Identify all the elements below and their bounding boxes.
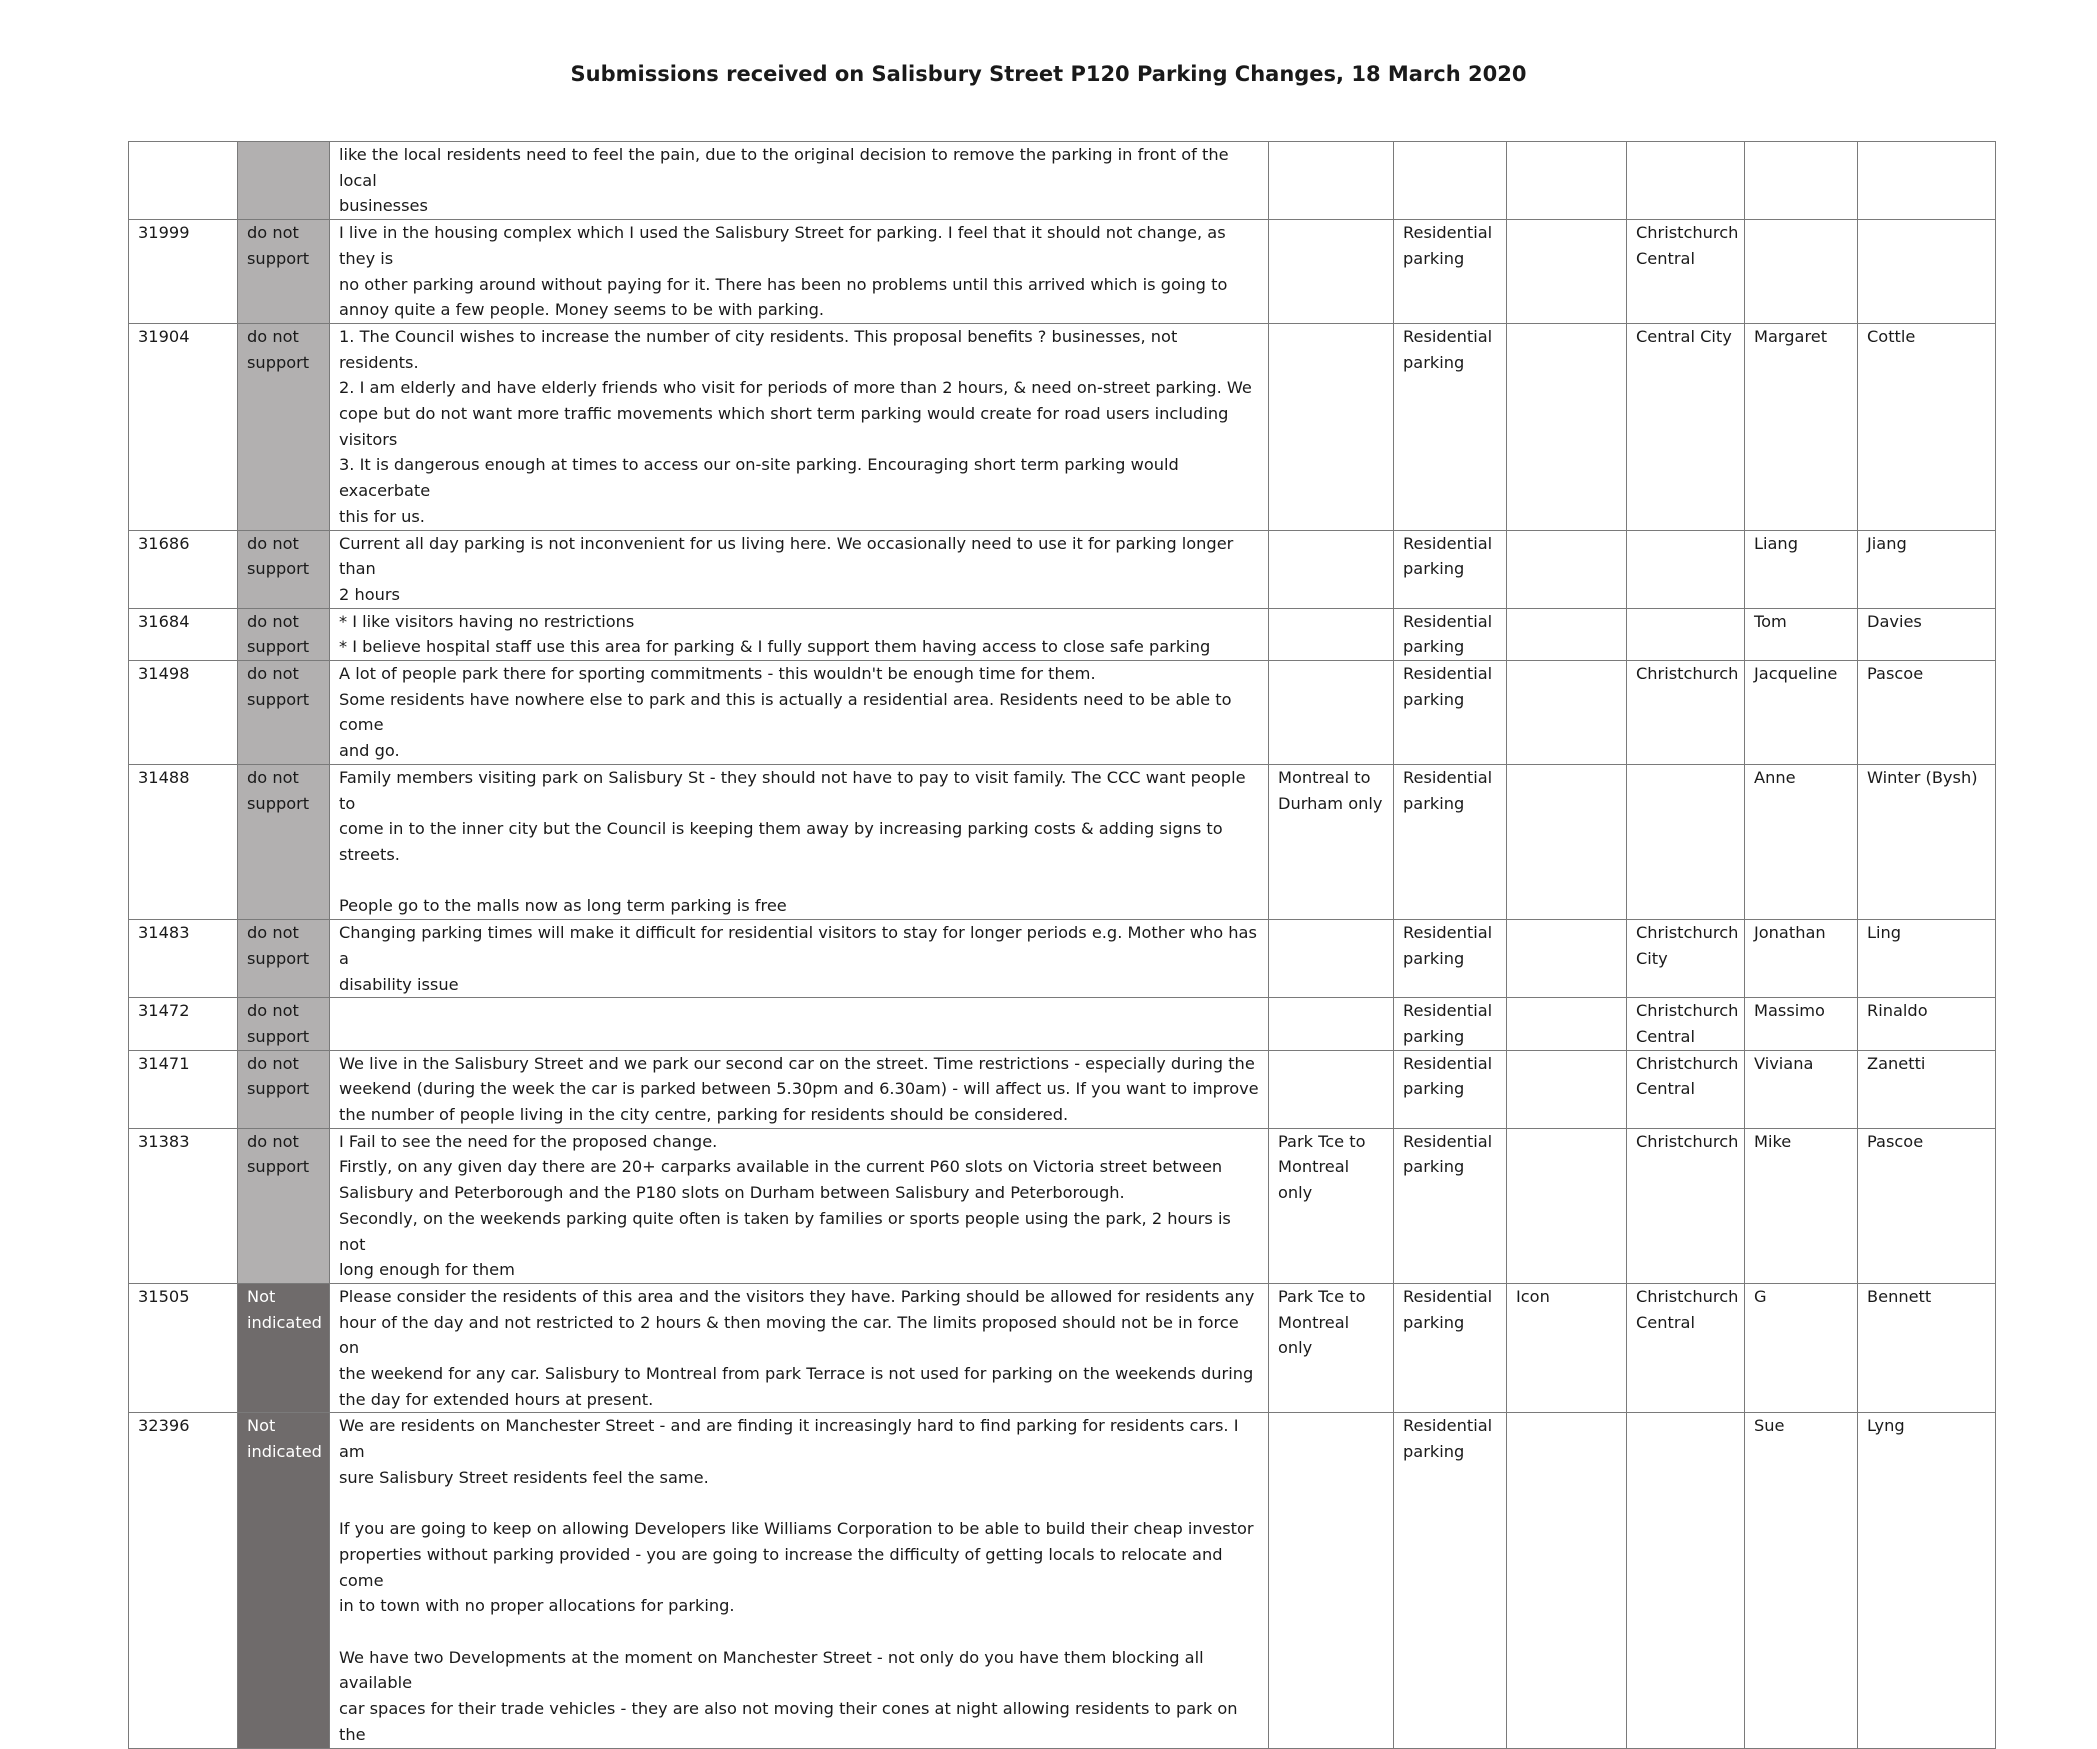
support-cell: Not indicated <box>238 1283 330 1413</box>
suburb-cell: Christchurch Central <box>1627 220 1745 324</box>
submission-id-cell: 31684 <box>129 608 238 660</box>
suburb-cell: Central City <box>1627 323 1745 530</box>
comment-cell: We are residents on Manchester Street - and are finding it increasingly hard to find parking for residents cars. I am sure Salisbury Street residents feel the same. If you are going to keep on allowing Developers like Williams Corporation to be able to build their cheap investor properties without parking provided - you are going to increase the difficulty of getting locals to relocate and come in to town with no proper allocations for parking. We have two Developments at the moment on Manchester Street - not only do you have them blocking all available car spaces for their trade vehicles - they are also not moving their cones at night allowing residents to park on the <box>330 1413 1269 1748</box>
street-section-cell <box>1269 530 1394 608</box>
suburb-cell <box>1627 608 1745 660</box>
street-section-cell <box>1269 998 1394 1050</box>
comment-cell: I live in the housing complex which I used the Salisbury Street for parking. I feel that it should not change, as they is no other parking around without paying for it. There has been no problems until this arrived which is going to annoy quite a few people. Money seems to be with parking. <box>330 220 1269 324</box>
organisation-cell <box>1507 142 1627 220</box>
street-section-cell: Park Tce to Montreal only <box>1269 1283 1394 1413</box>
suburb-cell: Christchurch Central <box>1627 1283 1745 1413</box>
submitter-type-cell: Residential parking <box>1394 1413 1507 1748</box>
support-cell: Not indicated <box>238 1413 330 1748</box>
submission-id-cell: 31483 <box>129 920 238 998</box>
organisation-cell <box>1507 1413 1627 1748</box>
table-row <box>129 998 1996 1050</box>
submission-id-cell: 31686 <box>129 530 238 608</box>
street-section-cell: Montreal to Durham only <box>1269 764 1394 919</box>
last-name-cell <box>1858 142 1996 220</box>
street-section-cell <box>1269 142 1394 220</box>
first-name-cell: Viviana <box>1745 1050 1858 1128</box>
submissions-table-body <box>129 142 1996 1749</box>
submission-id-cell: 31498 <box>129 661 238 765</box>
comment-cell: Changing parking times will make it difficult for residential visitors to stay for longer periods e.g. Mother who has a disability issue <box>330 920 1269 998</box>
submitter-type-cell: Residential parking <box>1394 323 1507 530</box>
last-name-cell: Winter (Bysh) <box>1858 764 1996 919</box>
submission-id-cell: 31472 <box>129 998 238 1050</box>
page-title: Submissions received on Salisbury Street P120 Parking Changes, 18 March 2020 <box>570 62 1527 86</box>
street-section-cell <box>1269 1050 1394 1128</box>
first-name-cell: Anne <box>1745 764 1858 919</box>
comment-cell: 1. The Council wishes to increase the number of city residents. This proposal benefits ? businesses, not residents. 2. I am elderly and have elderly friends who visit for periods of more than 2 hours, & need on-street parking. We cope but do not want more traffic movements which short term parking would create for road users including visitors 3. It is dangerous enough at times to access our on-site parking. Encouraging short term parking would exacerbate this for us. <box>330 323 1269 530</box>
table-row <box>129 530 1996 608</box>
support-cell: do not support <box>238 920 330 998</box>
table-row <box>129 1128 1996 1283</box>
submission-id-cell: 31505 <box>129 1283 238 1413</box>
table-row <box>129 323 1996 530</box>
suburb-cell <box>1627 530 1745 608</box>
first-name-cell: G <box>1745 1283 1858 1413</box>
organisation-cell <box>1507 323 1627 530</box>
support-cell: do not support <box>238 998 330 1050</box>
comment-cell: I Fail to see the need for the proposed change. Firstly, on any given day there are 20+ carparks available in the current P60 slots on Victoria street between Salisbury and Peterborough and the P180 slots on Durham between Salisbury and Peterborough. Secondly, on the weekends parking quite often is taken by families or sports people using the park, 2 hours is not long enough for them <box>330 1128 1269 1283</box>
support-cell: do not support <box>238 220 330 324</box>
street-section-cell <box>1269 1413 1394 1748</box>
organisation-cell <box>1507 530 1627 608</box>
comment-cell: Please consider the residents of this area and the visitors they have. Parking should be allowed for residents any hour of the day and not restricted to 2 hours & then moving the car. The limits proposed should not be in force on the weekend for any car. Salisbury to Montreal from park Terrace is not used for parking on the weekends during the day for extended hours at present. <box>330 1283 1269 1413</box>
comment-cell: A lot of people park there for sporting commitments - this wouldn't be enough time for them. Some residents have nowhere else to park and this is actually a residential area. Residents need to be able to come and go. <box>330 661 1269 765</box>
first-name-cell: Liang <box>1745 530 1858 608</box>
suburb-cell <box>1627 142 1745 220</box>
comment-cell: like the local residents need to feel the pain, due to the original decision to remove the parking in front of the local businesses <box>330 142 1269 220</box>
street-section-cell <box>1269 608 1394 660</box>
first-name-cell <box>1745 220 1858 324</box>
submitter-type-cell: Residential parking <box>1394 661 1507 765</box>
submission-id-cell: 31488 <box>129 764 238 919</box>
street-section-cell <box>1269 323 1394 530</box>
suburb-cell: Christchurch Central <box>1627 1050 1745 1128</box>
organisation-cell: Icon <box>1507 1283 1627 1413</box>
last-name-cell <box>1858 220 1996 324</box>
street-section-cell <box>1269 661 1394 765</box>
suburb-cell <box>1627 764 1745 919</box>
table-row <box>129 1050 1996 1128</box>
table-row <box>129 220 1996 324</box>
submission-id-cell: 32396 <box>129 1413 238 1748</box>
submitter-type-cell: Residential parking <box>1394 608 1507 660</box>
suburb-cell: Christchurch <box>1627 1128 1745 1283</box>
table-row <box>129 661 1996 765</box>
last-name-cell: Pascoe <box>1858 1128 1996 1283</box>
support-cell: do not support <box>238 764 330 919</box>
first-name-cell <box>1745 142 1858 220</box>
support-cell: do not support <box>238 661 330 765</box>
last-name-cell: Ling <box>1858 920 1996 998</box>
submission-id-cell: 31999 <box>129 220 238 324</box>
table-row <box>129 142 1996 220</box>
table-row <box>129 920 1996 998</box>
organisation-cell <box>1507 1128 1627 1283</box>
organisation-cell <box>1507 920 1627 998</box>
comment-cell <box>330 998 1269 1050</box>
submission-id-cell <box>129 142 238 220</box>
street-section-cell: Park Tce to Montreal only <box>1269 1128 1394 1283</box>
first-name-cell: Mike <box>1745 1128 1858 1283</box>
first-name-cell: Tom <box>1745 608 1858 660</box>
first-name-cell: Massimo <box>1745 998 1858 1050</box>
support-cell: do not support <box>238 1128 330 1283</box>
submitter-type-cell: Residential parking <box>1394 920 1507 998</box>
street-section-cell <box>1269 920 1394 998</box>
submitter-type-cell: Residential parking <box>1394 1128 1507 1283</box>
suburb-cell: Christchurch City <box>1627 920 1745 998</box>
table-row <box>129 1283 1996 1413</box>
first-name-cell: Sue <box>1745 1413 1858 1748</box>
suburb-cell: Christchurch <box>1627 661 1745 765</box>
last-name-cell: Davies <box>1858 608 1996 660</box>
submitter-type-cell: Residential parking <box>1394 1283 1507 1413</box>
submitter-type-cell: Residential parking <box>1394 998 1507 1050</box>
last-name-cell: Lyng <box>1858 1413 1996 1748</box>
organisation-cell <box>1507 608 1627 660</box>
table-row <box>129 1413 1996 1748</box>
support-cell: do not support <box>238 608 330 660</box>
first-name-cell: Jonathan <box>1745 920 1858 998</box>
last-name-cell: Jiang <box>1858 530 1996 608</box>
last-name-cell: Bennett <box>1858 1283 1996 1413</box>
submission-id-cell: 31383 <box>129 1128 238 1283</box>
support-cell: do not support <box>238 1050 330 1128</box>
last-name-cell: Rinaldo <box>1858 998 1996 1050</box>
support-cell: do not support <box>238 323 330 530</box>
suburb-cell: Christchurch Central <box>1627 998 1745 1050</box>
comment-cell: We live in the Salisbury Street and we park our second car on the street. Time restrictions - especially during the weekend (during the week the car is parked between 5.30pm and 6.30am) - will affect us. If you want to improve the number of people living in the city centre, parking for residents should be considered. <box>330 1050 1269 1128</box>
support-cell: do not support <box>238 530 330 608</box>
comment-cell: * I like visitors having no restrictions * I believe hospital staff use this area for parking & I fully support them having access to close safe parking <box>330 608 1269 660</box>
first-name-cell: Jacqueline <box>1745 661 1858 765</box>
submission-id-cell: 31904 <box>129 323 238 530</box>
first-name-cell: Margaret <box>1745 323 1858 530</box>
last-name-cell: Zanetti <box>1858 1050 1996 1128</box>
organisation-cell <box>1507 764 1627 919</box>
submissions-table <box>128 141 1996 1749</box>
submitter-type-cell: Residential parking <box>1394 530 1507 608</box>
organisation-cell <box>1507 998 1627 1050</box>
suburb-cell <box>1627 1413 1745 1748</box>
street-section-cell <box>1269 220 1394 324</box>
organisation-cell <box>1507 661 1627 765</box>
submitter-type-cell <box>1394 142 1507 220</box>
submitter-type-cell: Residential parking <box>1394 1050 1507 1128</box>
comment-cell: Current all day parking is not inconvenient for us living here. We occasionally need to use it for parking longer than 2 hours <box>330 530 1269 608</box>
submitter-type-cell: Residential parking <box>1394 220 1507 324</box>
table-row <box>129 764 1996 919</box>
submission-id-cell: 31471 <box>129 1050 238 1128</box>
organisation-cell <box>1507 1050 1627 1128</box>
organisation-cell <box>1507 220 1627 324</box>
table-row <box>129 608 1996 660</box>
support-cell <box>238 142 330 220</box>
last-name-cell: Cottle <box>1858 323 1996 530</box>
submitter-type-cell: Residential parking <box>1394 764 1507 919</box>
comment-cell: Family members visiting park on Salisbury St - they should not have to pay to visit family. The CCC want people to come in to the inner city but the Council is keeping them away by increasing parking costs & adding signs to streets. People go to the malls now as long term parking is free <box>330 764 1269 919</box>
last-name-cell: Pascoe <box>1858 661 1996 765</box>
